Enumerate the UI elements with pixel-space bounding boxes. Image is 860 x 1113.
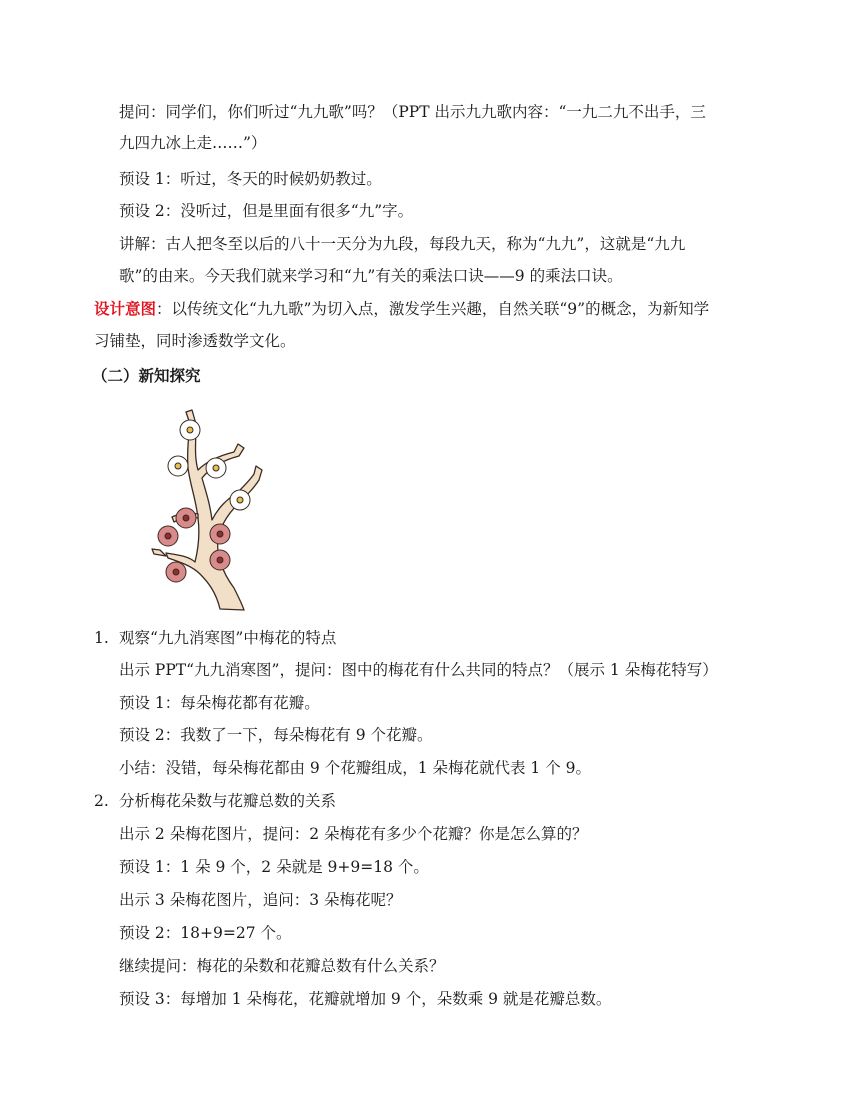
plum-blossom-branch-illustration (138, 404, 278, 614)
item-2-show-three: 出示 3 朵梅花图片，追问：3 朵梅花呢？ (119, 891, 402, 909)
item-1-summary: 小结：没错，每朵梅花都由 9 个花瓣组成，1 朵梅花就代表 1 个 9。 (119, 759, 592, 777)
intro-explain-line1: 讲解：古人把冬至以后的八十一天分为九段，每段九天，称为“九九”，这就是“九九 (119, 235, 686, 253)
item-2-preset-1: 预设 1：1 朵 9 个，2 朵就是 9+9=18 个。 (119, 858, 429, 876)
design-intent-text: ：以传统文化“九九歌”为切入点，激发学生兴趣，自然关联“9”的概念，为新知学 (156, 300, 710, 318)
item-1-number: 1. (94, 629, 109, 647)
intro-preset-1: 预设 1：听过，冬天的时候奶奶教过。 (119, 170, 382, 188)
item-2-number: 2. (94, 792, 109, 810)
item-2-show-two: 出示 2 朵梅花图片，提问：2 朵梅花有多少个花瓣？你是怎么算的？ (119, 825, 588, 843)
item-2-preset-3: 预设 3：每增加 1 朵梅花，花瓣就增加 9 个，朵数乘 9 就是花瓣总数。 (119, 990, 612, 1008)
intro-preset-2: 预设 2：没听过，但是里面有很多“九”字。 (119, 202, 414, 220)
intro-question-line1: 提问：同学们，你们听过“九九歌”吗？（PPT 出示九九歌内容：“一九二九不出手，三 (119, 103, 706, 121)
design-intent-label: 设计意图 (94, 299, 157, 318)
item-2-title: 分析梅花朵数与花瓣总数的关系 (119, 792, 337, 810)
design-intent-line2: 习铺垫，同时渗透数学文化。 (94, 332, 296, 350)
item-1-title: 观察“九九消寒图”中梅花的特点 (119, 629, 337, 647)
design-intent-line1 (94, 298, 709, 320)
intro-question-line2: 九四九冰上走……”） (119, 134, 267, 152)
intro-explain-line2: 歌”的由来。今天我们就来学习和“九”有关的乘法口诀——9 的乘法口诀。 (119, 267, 623, 285)
item-1-show: 出示 PPT“九九消寒图”，提问：图中的梅花有什么共同的特点？（展示 1 朵梅花特写） (119, 661, 718, 679)
item-2-preset-2: 预设 2：18+9=27 个。 (119, 924, 292, 942)
item-1-preset-2: 预设 2：我数了一下，每朵梅花有 9 个花瓣。 (119, 726, 433, 744)
item-1-preset-1: 预设 1：每朵梅花都有花瓣。 (119, 694, 320, 712)
section-heading: （二）新知探究 (92, 366, 201, 385)
item-2-follow-question: 继续提问：梅花的朵数和花瓣总数有什么关系？ (119, 957, 445, 975)
